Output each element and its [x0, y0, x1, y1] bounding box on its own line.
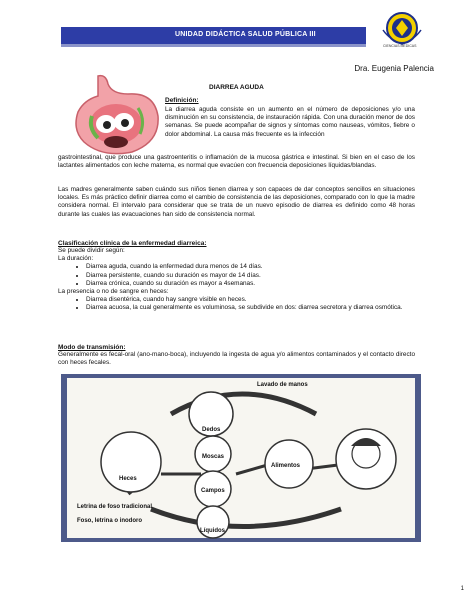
- label-fields: Campos: [201, 488, 225, 494]
- duration-list: [58, 263, 415, 288]
- header-underline: [61, 44, 366, 47]
- transmission-text: Generalmente es fecal-oral (ano-mano-boca), incluyendo la ingesta de agua y/o alimentos contaminados y el contacto directo con heces fecales.: [58, 351, 415, 367]
- transmission-diagram: [61, 374, 421, 542]
- list-item: • Diarrea crónica, cuando su duración es mayor a 4semanas.: [86, 280, 415, 288]
- feces-node: [101, 432, 161, 492]
- transmission-diagram-svg: [61, 374, 421, 542]
- list-item: • Diarrea aguda, cuando la enfermedad dura menos de 14 días.: [86, 263, 415, 271]
- list-item: • Diarrea disentérica, cuando hay sangre visible en heces.: [86, 296, 415, 304]
- blood-list: [58, 296, 415, 312]
- label-latrine: Letrina de foso tradicional: [77, 504, 153, 510]
- transmission-section: [58, 344, 415, 367]
- page-number: 1: [460, 586, 464, 592]
- header-title: UNIDAD DIDÁCTICA SALUD PÚBLICA III: [175, 31, 316, 38]
- list-item: • Diarrea acuosa, la cual generalmente es voluminosa, se subdivide en dos: diarrea secretora y diarrea osmótica.: [86, 304, 415, 312]
- blood-label: La presencia o no de sangre en heces:: [58, 288, 169, 296]
- duration-label: La duración:: [58, 255, 94, 263]
- transmission-title: Modo de transmisión:: [58, 344, 126, 351]
- label-feces: Heces: [119, 476, 137, 482]
- classification-section: [58, 240, 415, 313]
- classification-intro: Se puede dividir según:: [58, 247, 125, 254]
- definition-text: La diarrea aguda consiste en un aumento en el número de deposiciones y/o una disminución en su consistencia, de instauración rápida. Con una duración menor de dos semanas. Se puede acompañar de signos y síntomas como nauseas, vómitos, fiebre o dolor abdominal. La causa más frecuente es la infección: [165, 106, 415, 138]
- list-item: • Diarrea persistente, cuando su duración es mayor de 14 días.: [86, 272, 415, 280]
- logo-caption: CIENCIAS MÉDICAS: [383, 44, 417, 48]
- label-liquids: Líquidos: [200, 528, 225, 534]
- label-handwash: Lavado de manos: [257, 382, 308, 388]
- label-flies: Moscas: [202, 454, 225, 460]
- document-title: DIARREA AGUDA: [209, 84, 264, 91]
- classification-title: Clasificación clínica de la enfermedad diarreica:: [58, 240, 207, 247]
- stomach-illustration: [58, 72, 166, 160]
- author-name: Dra. Eugenia Palencia: [354, 64, 434, 73]
- label-latrine2: Foso, letrina o inodoro: [77, 518, 142, 524]
- definition-label: Definición:: [165, 97, 199, 104]
- definition-continuation: gastrointestinal, que produce una gastroenteritis o inflamación de la mucosa gástrica e intestinal. Si bien en el caso de los lactantes alimentados con leche materna, es normal que evacúen con frecuencia deposiciones líquidas/blandas.: [58, 154, 415, 170]
- label-fingers: Dedos: [202, 427, 221, 433]
- mothers-paragraph: Las madres generalmente saben cuándo sus niños tienen diarrea y son capaces de dar conceptos sencillos en situaciones locales. Es más práctico definir diarrea como el cambio de consistencia de las deposiciones, comparado con lo que la madre considera normal. El intervalo para considerar que se trata de un nuevo episodio de diarrea es definido como 48 horas durante las cuales las evacuaciones han sido de consistencia normal.: [58, 186, 415, 218]
- label-food: Alimentos: [271, 463, 301, 469]
